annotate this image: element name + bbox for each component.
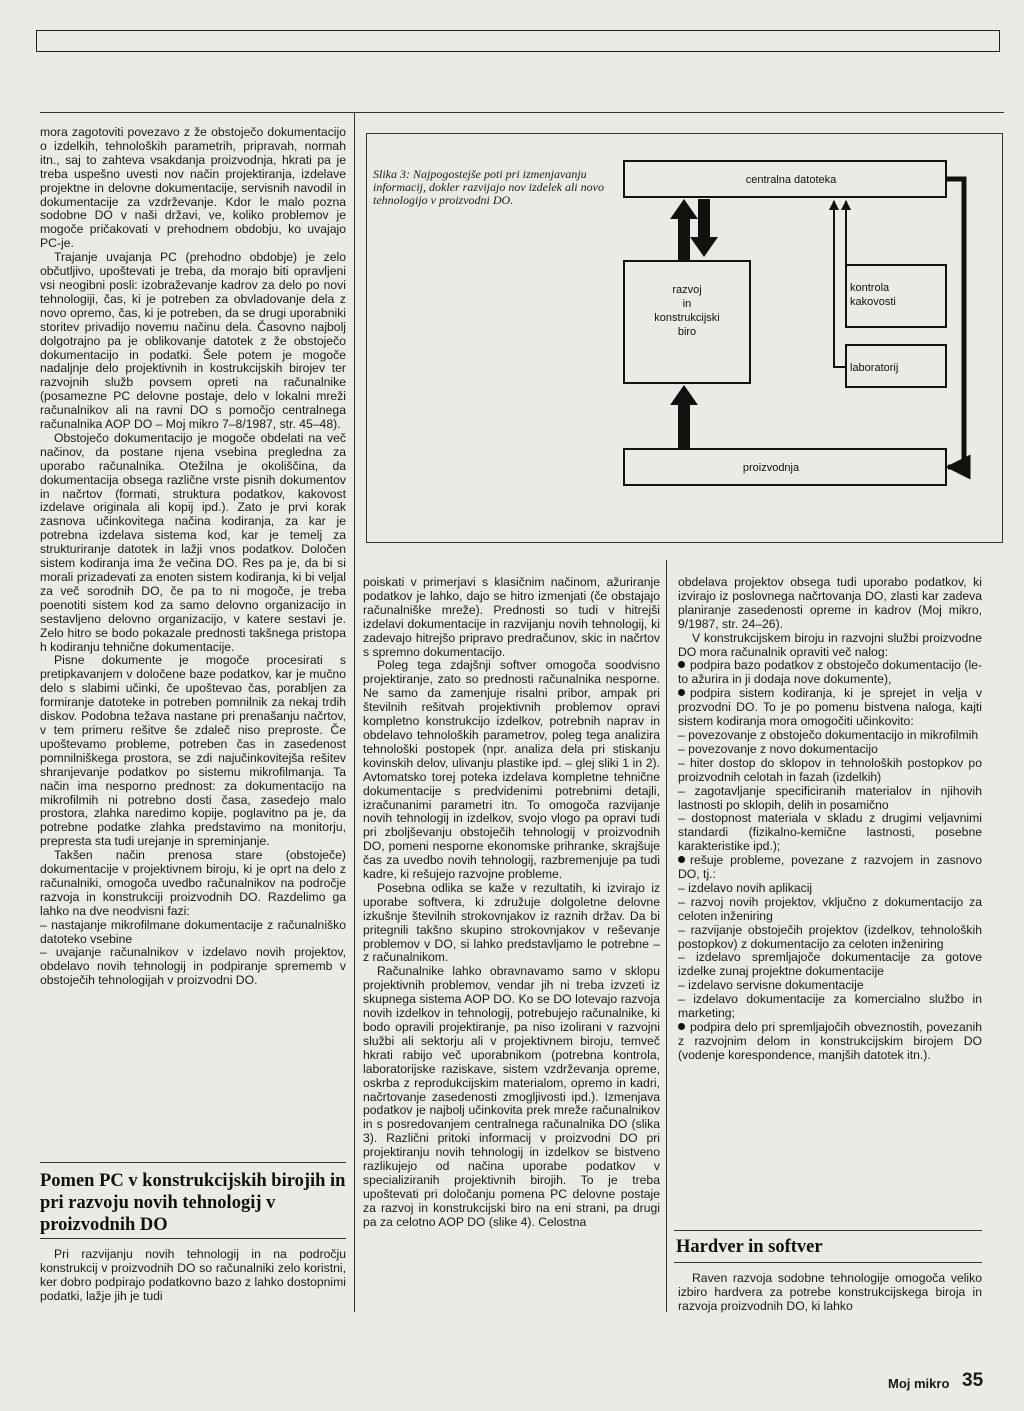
section-heading-2: Hardver in softver [676, 1237, 823, 1257]
arrow-down-central-to-dev [690, 199, 718, 257]
column-1b [40, 1248, 346, 1314]
paragraph: Posebna odlika se kaže v rezultatih, ki izvirajo iz uporabe softvera, ki združuje dolgoletne delovne izkušnje številnih strokovnjakov iz raznih držav. Da bi pritegnili takšno skupino strokovnjakov v reševanje problemov v DO, si lahko predstavljamo le potrebne – z računalnikom. [363, 880, 660, 965]
label-development-2: in [682, 298, 692, 310]
figure-caption: Slika 3: Najpogostejše poti pri izmenjavanju informacij, dokler razvijajo nov izdelek ali novo tehnologijo v proizvodni DO. [373, 167, 604, 207]
column-3 [678, 576, 982, 1206]
column-rule-left [354, 112, 355, 1312]
list-item: – izdelavo spremljajoče dokumentacije za gotove izdelke zunaj projektne dokumentacije [678, 950, 982, 979]
magazine-name: Moj mikro [888, 1376, 950, 1391]
paragraph: Poleg tega zdajšnji softver omogoča soodvisno projektiranje, zato so prednosti računalnika nesporne. Ne samo da zamenjuje risalni pribor, ampak pri številnih rešitvah projektivnih problemov opravi kompletno konstrukcijo izdelkov, potrebnih naprav in obdelavo tehnoloških parametrov, poleg tega analizira tehnološki postopek (npr. analiza dela pri stiskanju kovinskih delov, ulivanju plastike ipd. – glej sliki 1 in 2). Avtomatsko torej poteka izdelava kompletne tehnične dokumentacije s predvidenimi potrebnimi detajli, izračunanimi parametri itn. To omogoča razvijanje novih tehnologij in izdelkov, svojo vlogo pa opravi tudi pri zboljševanju obstoječih tehnologij v proizvodnih DO, pomeni nesporne ekonomske prihranke, skrajšuje čas za uvedbo novih tehnologij, razbremenjuje pa tudi kadre, ki rešujejo razvojne probleme. [363, 658, 660, 882]
loop-central-to-production [946, 179, 964, 467]
bullet-item: podpira sistem kodiranja, ki je sprejet in velja v prozvodni DO. To je po pomenu bistvena naloga, kajti sistem kodiranja mora omogočiti učinkovito: [678, 686, 982, 729]
label-quality-control-1: kontrola [850, 282, 890, 294]
column-1 [40, 126, 346, 1156]
list-item: – nastajanje mikrofilmane dokumentacije z računalniško datoteko vsebine [40, 917, 346, 946]
paragraph: Raven razvoja sodobne tehnologije omogoča veliko izbiro hardvera za potrebe konstrukcijskega biroja in razvoja proizvodnih DO, ki lahko [678, 1272, 982, 1313]
paragraph: Obstoječo dokumentacijo je mogoče obdelati na več načinov, da postane njena vsebina pregledna za uporabo računalnika. Otežilna je okoliščina, da dokumentacija obsega različne vrste pisnih dokumentov in načrtov (formati, struktura podatkov, kakovost izdelave originala ali kopij ipd.). Zato je prvi korak zasnova učinkovitega načina kodiranja, za kar je potrebna izdelava sistema kod, kar je temelj za strukturiranje datotek in lažji vnos podatkov. Določen sistem kodiranja ima že večina DO. Res pa je, da bi si morali prizadevati za enoten sistem kodiranja, ki bi veljal za več sorodnih DO, če pa to ni mogoče, je treba poenotiti sistem kod za samo delovno organizacijo in sestavljeno delovno organizacijo, v katere sestavi je. Zelo hitro se bodo pokazale prednosti takšnega pristopa h kodiranju tehnične dokumentacije. [40, 430, 346, 654]
bullet-item: podpira delo pri spremljajočih obveznostih, povezanih z razvojnim delom in konstrukcijskim birojem DO (vodenje korespondence, manjših datotek itn.). [678, 1020, 982, 1062]
paragraph: obdelava projektov obsega tudi uporabo podatkov, ki izvirajo iz poslovnega načrtovanja DO, zlasti kar zadeva planiranje zasedenosti opreme in kadrov (Moj mikro, 9/1987, str. 24–26). [678, 576, 982, 631]
heading-rule-top [40, 1162, 346, 1163]
label-quality-control-2: kakovosti [850, 296, 896, 308]
paragraph: poiskati v primerjavi s klasičnim načinom, ažuriranje podatkov je lahko, dajo se hitro izmenjati (če obstajajo računalniške mreže). Prednosti so tudi v hitrejši izdelavi dokumentacije in razvijanju novih tehnologij, ki zadevajo hitrejšo pripravo predračunov, skic in načrtov s spremno dokumentacijo. [363, 576, 660, 659]
paragraph: Računalnike lahko obravnavamo samo v sklopu projektivnih problemov, vendar jih ni treba izvzeti iz skupnega sistema AOP DO. Ko se DO lotevajo razvoja novih izdelkov in tehnologij, potrebujejo računalnike, ki bodo opravili projektiranje, pa niso izolirani v razvojni službi ali sektorju ali v projektivnem biroju, temveč hkrati rabijo več uporabnikom (potrebna kontrola, laboratorijske raziskave, sistem vzdrževanja opreme, oskrba z reprodukcijskim materialom, opremo in kadri, načrtovanje zasedenosti zmogljivosti ipd.). Izmenjava podatkov je najbolj učinkovita prek mreže računalnikov in s posredovanjem centralnega računalnika DO (slika 3). Različni pritoki informacij v proizvodni DO pri projektiranju novih tehnologij in izdelkov se bistveno razlikujejo od načina uporabe podatkov v specializiranih projektivnih birojih. To je treba upoštevati pri določanju pomena PC delovne postaje za razvoj in konstrukcijski biro na eni strani, pa drugi pa za celotno AOP DO (slike 4). Celostna [363, 964, 660, 1229]
label-development-4: biro [677, 326, 697, 338]
list-item: – razvijanje obstoječih projektov (izdelkov, tehnoloških postopkov) z dokumentacijo za celoten inženiring [678, 922, 982, 951]
paragraph: mora zagotoviti povezavo z že obstoječo dokumentacijo o izdelkih, tehnoloških parametrih, pripravah, normah itn., saj to zahteva vsakdanja proizvodnja, hkrati pa je treba uspešno uvesti nov način projektiranja, izdelave projektne in delovne dokumentacije, servisnih navodil in dokumentacije za vzdrževanje. Kdor le malo pozna sodobne DO v naši državi, ve, koliko problemov je mogoče pričakovati v prehodnem obdobju, ko uvajajo PC-je. [40, 126, 346, 251]
frame-rule [40, 112, 1004, 113]
list-item: – dostopnost materiala v skladu z drugimi veljavnimi standardi (fizikalno-kemične lastnosti, posebne karakteristike ipd.); [678, 811, 982, 854]
list-item: – izdelavo novih aplikacij [678, 880, 813, 895]
bullet-item: rešuje probleme, povezane z razvojem in zasnovo DO, tj.: [678, 853, 982, 882]
page-number: 35 [962, 1370, 984, 1391]
bullet-icon [678, 689, 685, 696]
label-development-3: konstrukcijski [654, 312, 720, 324]
arrow-up-dev-to-central [670, 199, 698, 261]
list-item: – hiter dostop do sklopov in tehnoloških postopkov po proizvodnih celotah in fazah (izdelkih) [678, 755, 982, 784]
bullet-icon [678, 856, 685, 863]
paragraph: Trajanje uvajanja PC (prehodno obdobje) je zelo občutljivo, upoštevati je treba, da morajo biti opravljeni vsi neogibni posli: izobraževanje kadrov za delo po novi tehnologiji, čas, ki je potreben za obvladovanje dela z novo opremo, čas, ki je potreben, da se drugi uporabniki storitev privadijo novemu načinu dela. Časovno najbolj dolgotrajno pa je oblikovanje datotek z že obstoječo dokumentacijo in podatki. Šele potem je mogoče nadaljnje delo projektivnih in kostrukcijskih birojev ter razvojnih služb povsem opreti na računalnike (posamezne PC delovne postaje, delo v lokalni mreži računalnikov ali na ravni DO s pomočjo centralnega računalnika AOP DO – Moj mikro 7–8/1987, str. 45–48). [40, 250, 346, 432]
line-lab-connector [834, 295, 846, 367]
label-development-1: razvoj [672, 284, 702, 296]
bullet-icon [678, 1023, 685, 1030]
column-3b [678, 1272, 982, 1316]
bullet-icon [678, 661, 685, 668]
list-item: – izdelavo dokumentacije za komercialno službo in marketing; [678, 992, 982, 1021]
list-item: – uvajanje računalnikov v izdelavo novih projektov, obdelavo novih tehnologij in podpiranje sprememb v obstoječih tehnologijah v proizvodni DO. [40, 945, 346, 988]
list-item: – povezovanje z novo dokumentacijo [678, 741, 878, 756]
list-item: – povezovanje z obstoječo dokumentacijo in mikrofilmih [678, 727, 979, 742]
paragraph: Pri razvijanju novih tehnologij in na področju konstrukcij v proizvodnih DO so računalniki zelo koristni, ker dobro podpirajo podatkovno bazo z lahko dostopnimi podatki, lažje jih je tudi [40, 1248, 346, 1303]
column-2 [363, 576, 660, 1314]
heading-rule-bottom-2 [674, 1262, 982, 1263]
list-item: – izdelavo servisne dokumentacije [678, 978, 864, 993]
information-flow-diagram [366, 133, 1003, 543]
bullet-item: podpira bazo podatkov z obstoječo dokumentacijo (le-to ažurira in ji dodaja nove dokumente), [678, 658, 982, 687]
heading-rule-top-2 [674, 1230, 982, 1231]
paragraph: Pisne dokumente je mogoče procesirati s pretipkavanjem v določene baze podatkov, kar je mučno delo s slabimi učinki, če upoštevao čas, porabljen za formiranje datoteke in potreben pomnilnik za nekaj trdih diskov. Podobna težava nastane pri prenašanju načrtov, v tem primeru rešitve še zdaleč niso preproste. Če upoštevamo probleme, potreben čas in zasedenost pomnilniškega prostora, se zdi najučinkovitejša rešitev shranjevanje podatkov po sistemu mikrofilmanja. Ta način ima nesporno prednost: za dokumentacijo na mikrofilmih ni potrebno dosti časa, zasedejo malo prostora, zlahka naredimo kopije, poglavitno pa je, da potrebne podatke zlahka predstavimo na monitorju, prepresta sta tudi urejanje in spreminjanje. [40, 653, 346, 849]
section-heading-1: Pomen PC v konstrukcijskih birojih in pri razvoju novih tehnologij v proizvodnih DO [40, 1171, 346, 1235]
label-laboratory: laboratorij [850, 362, 899, 374]
label-central-file: centralna datoteka [745, 174, 837, 186]
list-item: – zagotavljanje specificiranih materialov in njihovih lastnosti po sklopih, delih in posamično [678, 783, 982, 812]
paragraph: V konstrukcijskem biroju in razvojni službi proizvodne DO mora računalnik opraviti več nalog: [678, 630, 982, 659]
heading-rule-bottom [40, 1238, 346, 1239]
list-item: – razvoj novih projektov, vključno z dokumentacijo za celoten inženiring [678, 894, 982, 923]
paragraph: Takšen način prenosa stare (obstoječe) dokumentacije v projektivnem biroju, ki je oprt na delo z računalniki, omogoča uvedbo računalnikov na področje razvoja in konstrukciji proizvodnih DO. Razdelimo ga lahko na dve neodvisni fazi: [40, 848, 346, 918]
column-rule-right [666, 560, 667, 1312]
top-rule [36, 30, 1000, 52]
label-production: proizvodnja [742, 462, 800, 474]
